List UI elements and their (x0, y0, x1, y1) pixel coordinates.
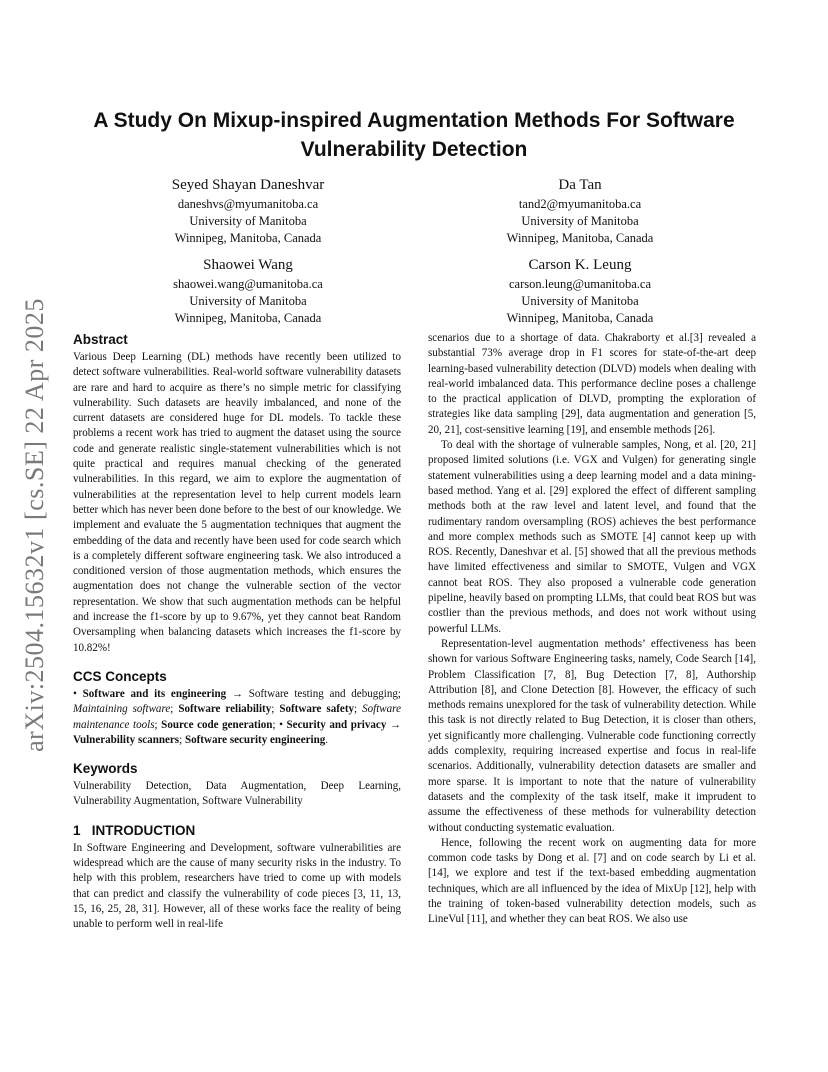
keywords-text: Vulnerability Detection, Data Augmentation, Deep Learning, Vulnerability Augmentation, Software Vulnerability (73, 780, 401, 808)
ccs-heading: CCS Concepts (73, 668, 167, 684)
title-line-2: Vulnerability Detection (300, 138, 528, 161)
right-paragraph-2: To deal with the shortage of vulnerable samples, Nong, et al. [20, 21] proposed limited solutions (i.e. VGX and Vulgen) for generating single statement vulnerabilities using a deep learning model and a data mining-based method. Yang et al. [29] explored the effect of different sampling methods both at the raw level and latent level, and found that the rudimentary random oversampling (ROS) achieves the best performance and more complex methods such as SMOTE [4] cannot keep up with ROS. Recently, Daneshvar et al. [5] showed that all the previous methods have limited effectiveness and similar to SMOTE, Vulgen and VGX cannot beat ROS. They also proposed a vulnerable code generation pipeline, heavily based on prompting LLMs, that could beat ROS but was costlier than the previous methods, and does not work without using powerful LLMs. (428, 439, 756, 635)
title-line-1: A Study On Mixup-inspired Augmentation Methods For Software (93, 109, 735, 132)
arxiv-identifier (18, 290, 52, 760)
author-email: tand2@myumanitoba.ca (518, 197, 642, 211)
author-name: Shaowei Wang (203, 257, 293, 273)
author-email: daneshvs@myumanitoba.ca (177, 197, 319, 211)
ccs-concepts: • Software and its engineering → Software testing and debugging; Maintaining software; Software reliability; Software safety; Software maintenance tools; Source code generation; • Security and privacy → Vulnerability scanners; Software security engineering. (73, 687, 401, 746)
author-email: carson.leung@umanitoba.ca (508, 277, 652, 291)
author-location: Winnipeg, Manitoba, Canada (174, 231, 322, 245)
section-title: INTRODUCTION (91, 822, 196, 838)
author-location: Winnipeg, Manitoba, Canada (506, 311, 654, 325)
right-paragraph-3: Representation-level augmentation methods’ effectiveness has been shown for various Software Engineering tasks, namely, Code Search [14], Problem Classification [7, 8], Bug Detection [7, 8], Authorship Attribution [8], and Clone Detection [8]. However, the efficacy of such methods remains unexplored for the task of vulnerability detection. While this task is not directly related to Bug Detection, it is closer than others, yet significantly more challenging. Vulnerable code functioning correctly adds complexity, requiring increased expertise and focus in real-life scenarios. Additionally, vulnerability detection datasets are smaller and more sparse. It is important to note that the nature of vulnerability datasets and the complexity of the task itself, make it imprudent to assume the effectiveness of these methods for vulnerability detection without conducting systematic evaluation. (428, 637, 756, 834)
author-location: Winnipeg, Manitoba, Canada (174, 311, 322, 325)
author-name: Seyed Shayan Daneshvar (171, 177, 325, 193)
section-number: 1 (73, 822, 81, 838)
intro-paragraph-1: In Software Engineering and Development, software vulnerabilities are widespread which are the cause of many security risks in the industry. To help with this problem, researchers have tried to come up with models that can predict and classify the vulnerability of code pieces [3, 11, 13, 15, 16, 25, 28, 31]. However, all of these works face the reality of being unable to perform well in real-life (73, 841, 401, 931)
keywords-heading: Keywords (73, 761, 138, 777)
author-affiliation: University of Manitoba (521, 214, 639, 228)
right-paragraph-1: scenarios due to a shortage of data. Chakraborty et al.[3] revealed a substantial 73% average drop in F1 scores for state-of-the-art deep learning-based vulnerability detection (DLVD) models when dealing with real-world imbalanced data. This performance decline poses a challenge to the practical application of DLVD, prompting the exploration of strategies like data sampling [29], data augmentation and generation [5, 20, 21], cost-sensitive learning [19], and ensemble methods [26]. (428, 332, 756, 436)
right-paragraph-4: Hence, following the recent work on augmenting data for more common code tasks by Dong et al. [7] and on code search by Li et al. [14], we explore and test if the text-based embedding augmentation techniques, which are all influenced by the idea of MixUp [12], help with the training of token-based vulnerability detection models, such as LineVul [11], and whether they can beat ROS. We also use (428, 836, 756, 926)
author-block-2 (430, 174, 730, 247)
author-affiliation: University of Manitoba (189, 214, 307, 228)
arxiv-id-text: arXiv:2504.15632v1 [cs.SE] 22 Apr 2025 (20, 298, 49, 752)
introduction-heading (73, 821, 401, 841)
abstract-heading: Abstract (73, 332, 128, 347)
author-affiliation: University of Manitoba (521, 294, 639, 308)
author-name: Da Tan (558, 177, 602, 193)
author-name: Carson K. Leung (528, 257, 632, 273)
abstract-text: Various Deep Learning (DL) methods have recently been utilized to detect software vulnerabilities. Real-world software vulnerability datasets are rare and hard to acquire as there’s no simple metric for classifying vulnerability. Such datasets are heavily imbalanced, and none of the current datasets are considered huge for DL models. To tackle these problems a recent work has tried to augment the dataset using the source code and generate realistic single-statement vulnerabilities which is not quite practical and requires manual checking of the generated vulnerabilities. In this regard, we aim to explore the augmentation of vulnerabilities at the representation level to help current models learn better which has never been done before to the best of our knowledge. We implement and evaluate the 5 augmentation techniques that augment the embedding of the data and recently have been used for code search which is a completely different software engineering task. We also introduced a conditioned version of those augmentation methods, which ensures the augmentation does not change the vulnerable section of the vector representation. We show that such augmentation methods can be helpful and increase the f1-score by up to 9.67%, yet they cannot beat Random Oversampling when balancing datasets which increases the f1-score by 10.82%! (73, 351, 401, 654)
left-column (73, 330, 401, 933)
author-block-1 (98, 174, 398, 247)
paper-title (60, 106, 768, 164)
author-affiliation: University of Manitoba (189, 294, 307, 308)
author-location: Winnipeg, Manitoba, Canada (506, 231, 654, 245)
author-email: shaowei.wang@umanitoba.ca (173, 277, 323, 291)
right-column (428, 331, 756, 928)
author-block-3 (98, 254, 398, 327)
author-block-4 (430, 254, 730, 327)
